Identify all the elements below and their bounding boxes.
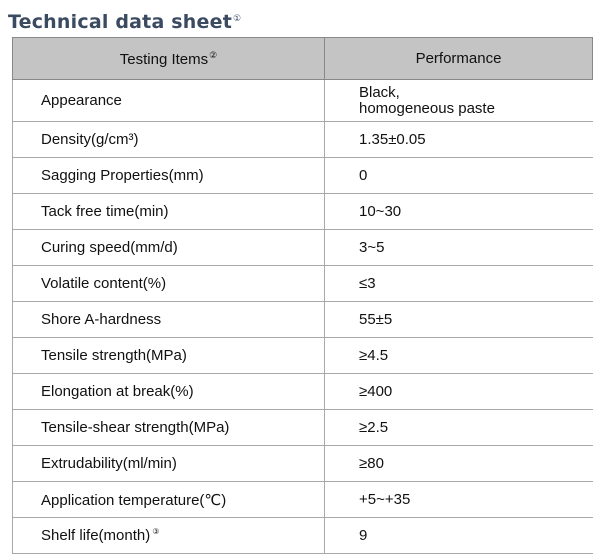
page-title (8, 11, 241, 33)
row-shelf-life-value: 9 (325, 518, 593, 554)
shelf-life-label: Shelf life(month) (41, 527, 151, 544)
title-footnote-mark: ① (233, 13, 242, 24)
row-appearance-value (325, 80, 593, 122)
row-density-item: Density(g/cm³) (13, 122, 325, 158)
row-volatile-item: Volatile content(%) (13, 266, 325, 302)
table-row (13, 194, 593, 230)
header-testing-items (13, 38, 325, 80)
table-row (13, 302, 593, 338)
shelf-life-footnote-mark: ③ (152, 527, 160, 536)
appearance-value-line2: homogeneous paste (359, 99, 495, 117)
table-row (13, 338, 593, 374)
header-footnote-mark: ② (209, 49, 218, 60)
row-density-value: 1.35±0.05 (325, 122, 593, 158)
row-curing-speed-value: 3~5 (325, 230, 593, 266)
table-row (13, 230, 593, 266)
row-hardness-value: 55±5 (325, 302, 593, 338)
table-row (13, 80, 593, 122)
row-shelf-life-item (13, 518, 325, 554)
row-curing-speed-item: Curing speed(mm/d) (13, 230, 325, 266)
table-row (13, 374, 593, 410)
row-tack-free-value: 10~30 (325, 194, 593, 230)
row-tack-free-item: Tack free time(min) (13, 194, 325, 230)
row-tensile-shear-value: ≥2.5 (325, 410, 593, 446)
row-extrudability-item: Extrudability(ml/min) (13, 446, 325, 482)
row-tensile-strength-item: Tensile strength(MPa) (13, 338, 325, 374)
row-application-temp-value: +5~+35 (325, 482, 593, 518)
row-elongation-value: ≥400 (325, 374, 593, 410)
header-testing-items-label: Testing Items (119, 50, 209, 68)
table-header-row (13, 38, 593, 80)
table-row (13, 518, 593, 554)
table-row (13, 158, 593, 194)
row-appearance-item: Appearance (13, 80, 325, 122)
technical-data-table (12, 37, 593, 554)
row-tensile-strength-value: ≥4.5 (325, 338, 593, 374)
page-title-text: Technical data sheet (8, 11, 232, 33)
row-extrudability-value: ≥80 (325, 446, 593, 482)
table-row (13, 410, 593, 446)
row-sagging-value: 0 (325, 158, 593, 194)
table-row (13, 482, 593, 518)
table-row (13, 266, 593, 302)
row-hardness-item: Shore A-hardness (13, 302, 325, 338)
row-sagging-item: Sagging Properties(mm) (13, 158, 325, 194)
table-row (13, 446, 593, 482)
table-row (13, 122, 593, 158)
appearance-value-line1: Black, (359, 83, 400, 101)
header-performance: Performance (325, 38, 593, 80)
row-elongation-item: Elongation at break(%) (13, 374, 325, 410)
row-volatile-value: ≤3 (325, 266, 593, 302)
row-tensile-shear-item: Tensile-shear strength(MPa) (13, 410, 325, 446)
row-application-temp-item: Application temperature(℃) (13, 482, 325, 518)
